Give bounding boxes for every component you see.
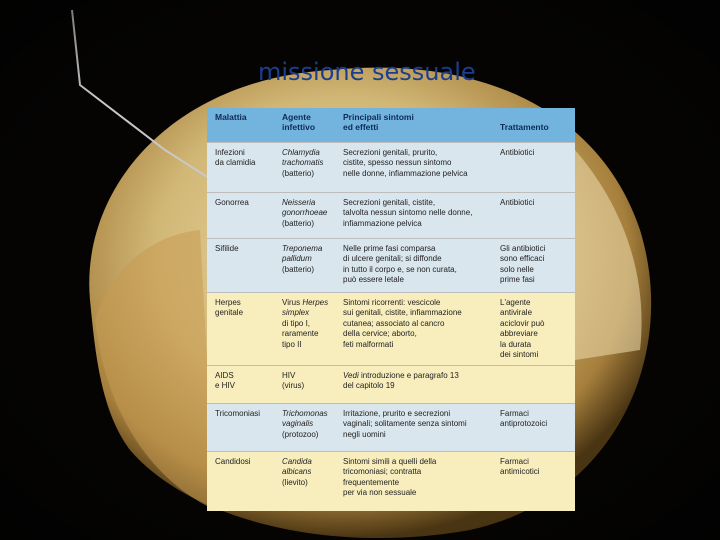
text-line: Herpes: [215, 298, 241, 307]
text-line: vaginalis: [282, 419, 314, 429]
cell-agente: [282, 244, 340, 275]
cell-sintomi: [343, 457, 495, 499]
text-line: abbreviare: [500, 329, 538, 339]
text-line: Sintomi simili a quelli della: [343, 457, 437, 466]
cell-trattamento: [500, 198, 572, 208]
text-line: Antibiotici: [500, 148, 535, 157]
text-line: prime fasi: [500, 275, 535, 285]
text-line: può essere letale: [343, 275, 404, 285]
text-line: trachomatis: [282, 158, 324, 168]
table-row: [207, 451, 575, 511]
text-line: per via non sessuale: [343, 488, 417, 498]
text-line: Irritazione, prurito e secrezioni: [343, 409, 451, 418]
slide-title: missione sessuale: [258, 58, 476, 86]
text-line: di tipo I,: [282, 318, 311, 328]
cell-trattamento: [500, 244, 572, 286]
text-line: HIV: [282, 371, 296, 380]
text-line: Gli antibiotici: [500, 244, 546, 253]
text-line: Candida: [282, 457, 312, 466]
text-line: Secrezioni genitali, prurito,: [343, 148, 438, 157]
text-line: (batterio): [282, 168, 315, 178]
cell-sintomi: Vedi introduzione e paragrafo 13 del capitolo 19: [343, 371, 459, 391]
cell-malattia: [215, 409, 273, 419]
text-line: frequentemente: [343, 477, 400, 487]
text-line: feti malformati: [343, 339, 394, 349]
cell-malattia: [215, 148, 273, 169]
text-line: Principali sintomi: [343, 112, 414, 122]
cell-agente: Virus Herpes simplex di tipo I, raramente tipo II: [282, 298, 340, 350]
text-line: ed effetti: [343, 122, 379, 132]
cell-agente: [282, 371, 340, 392]
text-line: Gonorrea: [215, 198, 249, 207]
text-line: cistite, spesso nessun sintomo: [343, 158, 452, 168]
text-line: raramente: [282, 329, 319, 339]
text-line: Antibiotici: [500, 198, 535, 207]
table-header: [207, 108, 575, 142]
text-line: antimicotici: [500, 467, 540, 477]
header-agente: [282, 112, 315, 132]
text-line: in tutto il corpo e, se non curata,: [343, 264, 457, 274]
text-line: Tricomoniasi: [215, 409, 261, 418]
text-line: aciclovir può: [500, 318, 545, 328]
text-line: di ulcere genitali; si diffonde: [343, 254, 442, 264]
text-line: Sintomi ricorrenti: vescicole: [343, 298, 441, 307]
text-line: AIDS: [215, 371, 234, 380]
cell-agente: [282, 148, 340, 179]
header-trattamento: [500, 122, 549, 132]
text-line: Farmaci: [500, 457, 529, 466]
text-line: negli uomini: [343, 429, 386, 439]
table-row: [207, 192, 575, 239]
text-line: infettivo: [282, 122, 316, 132]
cell-agente: [282, 457, 340, 488]
text-line: (virus): [282, 381, 305, 391]
text-line: Infezioni: [215, 148, 245, 157]
text-line: dei sintomi: [500, 350, 539, 360]
cell-trattamento: [500, 457, 572, 478]
text-line: cutanea; associato al cancro: [343, 318, 445, 328]
cell-agente: [282, 409, 340, 440]
text-line: nelle donne, infiammazione pelvica: [343, 168, 468, 178]
cell-trattamento: [500, 148, 572, 158]
cell-sintomi: [343, 298, 495, 350]
text-line: la durata: [500, 339, 532, 349]
text-line: vaginali; solitamente senza sintomi: [343, 419, 467, 429]
text-line: genitale: [215, 308, 244, 318]
cell-malattia: [215, 457, 273, 467]
text-line: albicans: [282, 467, 312, 477]
cell-sintomi: [343, 198, 495, 229]
text-line: della cervice; aborto,: [343, 329, 417, 339]
header-malattia: [215, 112, 247, 122]
text-line: (protozoo): [282, 429, 319, 439]
text-line: (batterio): [282, 264, 315, 274]
text-line: sui genitali, cistite, infiammazione: [343, 308, 462, 318]
text-line: (lievito): [282, 477, 308, 487]
header-sintomi: [343, 112, 414, 132]
text-line: solo nelle: [500, 264, 534, 274]
text-line: Sifilide: [215, 244, 239, 253]
cell-sintomi: [343, 409, 495, 440]
text-line: simplex: [282, 308, 310, 318]
text-line: pallidum: [282, 254, 312, 264]
text-line: sono efficaci: [500, 254, 545, 264]
text-line: e HIV: [215, 381, 236, 391]
text-line: Malattia: [215, 112, 247, 122]
cell-malattia: [215, 244, 273, 254]
text-line: (batterio): [282, 218, 315, 228]
text-line: antiprotozoici: [500, 419, 548, 429]
text-line: tipo II: [282, 339, 302, 349]
cell-malattia: [215, 198, 273, 208]
text-line: gonorrhoeae: [282, 208, 328, 218]
text-line: Trattamento: [500, 122, 549, 132]
table-row: [207, 238, 575, 293]
table-row: [207, 403, 575, 452]
text-line: Agente: [282, 112, 311, 122]
text-line: L'agente: [500, 298, 531, 307]
table-row: [207, 142, 575, 193]
text-line: Secrezioni genitali, cistite,: [343, 198, 436, 207]
cell-malattia: [215, 371, 273, 392]
text-line: Neisseria: [282, 198, 316, 207]
text-line: Farmaci: [500, 409, 529, 418]
cell-agente: [282, 198, 340, 229]
cell-sintomi: [343, 148, 495, 179]
cell-trattamento: [500, 409, 572, 430]
cell-sintomi: [343, 244, 495, 286]
cell-malattia: [215, 298, 273, 319]
table-row: [207, 365, 575, 404]
text-line: da clamidia: [215, 158, 256, 168]
std-table: [207, 108, 575, 510]
text-line: Nelle prime fasi comparsa: [343, 244, 436, 253]
text-line: antivirale: [500, 308, 533, 318]
text-line: tricomoniasi; contratta: [343, 467, 422, 477]
text-line: talvolta nessun sintomo nelle donne,: [343, 208, 473, 218]
text-line: infiammazione pelvica: [343, 218, 422, 228]
text-line: Treponema: [282, 244, 323, 253]
cell-trattamento: [500, 298, 572, 360]
table-row: [207, 292, 575, 366]
text-line: Chlamydia: [282, 148, 320, 157]
text-line: Candidosi: [215, 457, 251, 466]
text-line: Trichomonas: [282, 409, 328, 418]
